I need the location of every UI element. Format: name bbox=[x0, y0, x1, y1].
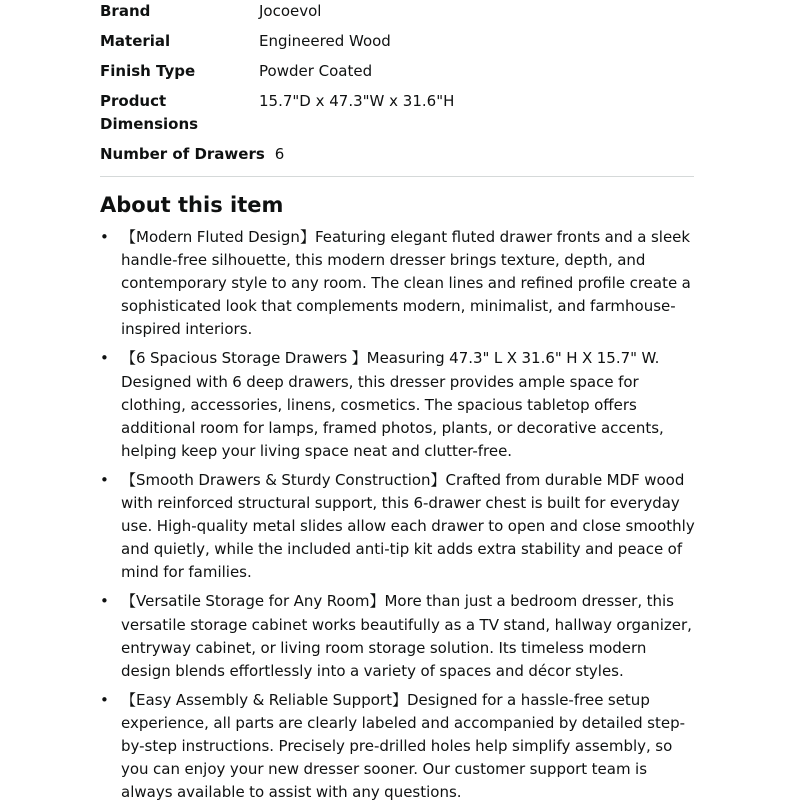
bullet-icon: • bbox=[100, 228, 109, 246]
spec-label: Brand bbox=[100, 2, 151, 20]
spec-row-product-dimensions bbox=[100, 90, 700, 136]
list-item bbox=[100, 347, 700, 462]
section-divider bbox=[100, 176, 694, 177]
about-bullet-list bbox=[100, 226, 700, 800]
spec-label: Product Dimensions bbox=[100, 92, 199, 133]
list-item bbox=[100, 590, 700, 682]
bullet-text: 【Versatile Storage for Any Room】More than just a bedroom dresser, this versatile storage cabinet works beautifully as a TV stand, hallway organizer, entryway cabinet, or living room storage solution. Its timeless modern design blends effortlessly into a variety of spaces and décor styles. bbox=[121, 592, 692, 680]
bullet-text: 【Easy Assembly & Reliable Support】Designed for a hassle-free setup experience, all parts are clearly labeled and accompanied by detailed step-by-step instructions. Precisely pre-drilled holes help simplify assembly, so you can enjoy your new dresser sooner. Our customer support team is always available to assist with any questions. bbox=[121, 690, 686, 800]
spec-row-finish-type bbox=[100, 60, 700, 83]
bullet-icon: • bbox=[100, 592, 109, 611]
spec-value: Engineered Wood bbox=[259, 32, 391, 50]
spec-value: Powder Coated bbox=[259, 62, 373, 80]
spec-value: 15.7"D x 47.3"W x 31.6"H bbox=[259, 92, 455, 110]
list-item bbox=[100, 469, 700, 584]
about-title: About this item bbox=[100, 193, 284, 217]
spec-row-brand bbox=[100, 0, 700, 23]
spec-value: Jocoevol bbox=[259, 2, 322, 20]
product-specs-section bbox=[100, 0, 700, 166]
list-item bbox=[100, 226, 700, 341]
spec-value: 6 bbox=[274, 145, 285, 163]
bullet-icon: • bbox=[100, 470, 109, 489]
bullet-icon: • bbox=[100, 690, 109, 709]
bullet-icon: • bbox=[100, 349, 109, 368]
spec-label: Material bbox=[100, 32, 171, 50]
spec-row-number-of-drawers bbox=[100, 143, 700, 166]
bullet-text: 【Smooth Drawers & Sturdy Construction】Crafted from durable MDF wood with reinforced structural support, this 6-drawer chest is built for everyday use. High-quality metal slides allow each drawer to open and close smoothly and quietly, while the included anti-tip kit adds extra stability and peace of mind for families. bbox=[121, 470, 695, 582]
specs-table bbox=[100, 0, 700, 166]
spec-row-material bbox=[100, 30, 700, 53]
list-item bbox=[100, 689, 700, 800]
spec-label: Finish Type bbox=[100, 62, 196, 80]
bullet-text: 【6 Spacious Storage Drawers 】Measuring 47.3" L X 31.6" H X 15.7" W. Designed with 6 deep drawers, this dresser provides ample space for clothing, accessories, linens, cosmetics. The spacious tabletop offers additional room for lamps, framed photos, plants, or decorative accents, helping keep your living space neat and clutter-free. bbox=[121, 349, 664, 460]
spec-label: Number of Drawers bbox=[100, 145, 265, 163]
bullet-text: 【Modern Fluted Design】Featuring elegant fluted drawer fronts and a sleek handle-free silhouette, this modern dresser brings texture, depth, and contemporary style to any room. The clean lines and refined profile create a sophisticated look that complements modern, minimalist, and farmhouse-inspired interiors. bbox=[121, 228, 691, 339]
